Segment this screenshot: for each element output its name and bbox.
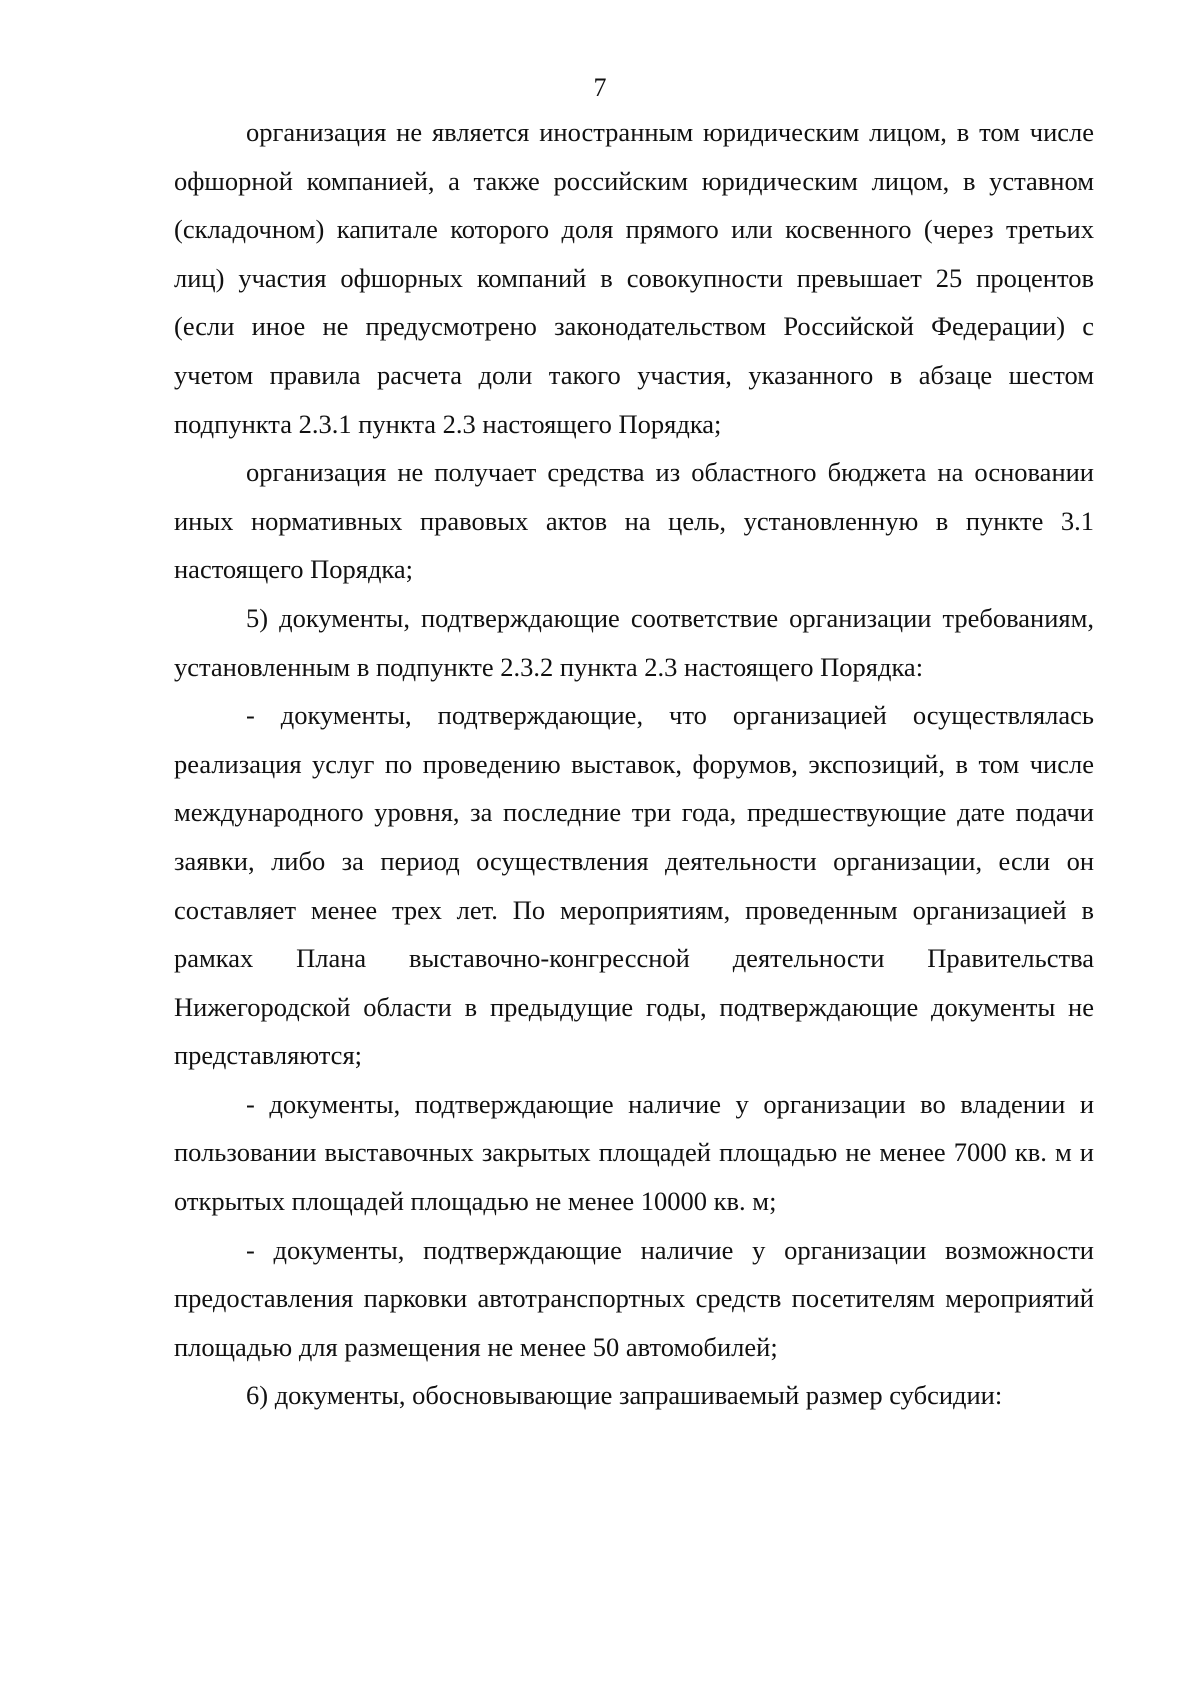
paragraph-exhibition-services-documents: - документы, подтверждающие, что организацией осуществлялась реализация услуг по проведению выставок, форумов, экспозиций, в том числе международного уровня, за последние три года, предшествующие дате подачи заявки, либо за период осуществления деятельности организации, если он составляет менее трех лет. По мероприятиям, проведенным организацией в рамках Плана выставочно-конгрессной деятельности Правительства Нижегородской области в предыдущие годы, подтверждающие документы не представляются; — [174, 700, 1094, 1071]
paragraph-no-other-budget-funds: организация не получает средства из областного бюджета на основании иных нормативных правовых актов на цель, установленную в пункте 3.1 настоящего Порядка; — [174, 457, 1094, 585]
paragraph-item-6-subsidy-documents: 6) документы, обосновывающие запрашиваемый размер субсидии: — [246, 1380, 1003, 1411]
paragraph-item-5-documents: 5) документы, подтверждающие соответствие организации требованиям, установленным в подпункте 2.3.2 пункта 2.3 настоящего Порядка: — [174, 602, 1094, 682]
page-number: 7 — [593, 73, 607, 102]
paragraph-parking-documents: - документы, подтверждающие наличие у организации возможности предоставления парковки автотранспортных средств посетителям мероприятий площадью для размещения не менее 50 автомобилей; — [174, 1234, 1094, 1362]
paragraph-not-foreign-entity: организация не является иностранным юридическим лицом, в том числе офшорной компанией, а также российским юридическим лицом, в уставном (складочном) капитале которого доля прямого или косвенного (через третьих лиц) участия офшорных компаний в совокупности превышает 25 процентов (если иное не предусмотрено законодательством Российской Федерации) с учетом правила расчета доли такого участия, указанного в абзаце шестом подпункта 2.3.1 пункта 2.3 настоящего Порядка; — [174, 117, 1094, 439]
document-body — [174, 108, 1094, 1420]
paragraph-exhibition-areas-documents: - документы, подтверждающие наличие у организации во владении и пользовании выставочных закрытых площадей площадью не менее 7000 кв. м и открытых площадей площадью не менее 10000 кв. м; — [174, 1088, 1094, 1217]
